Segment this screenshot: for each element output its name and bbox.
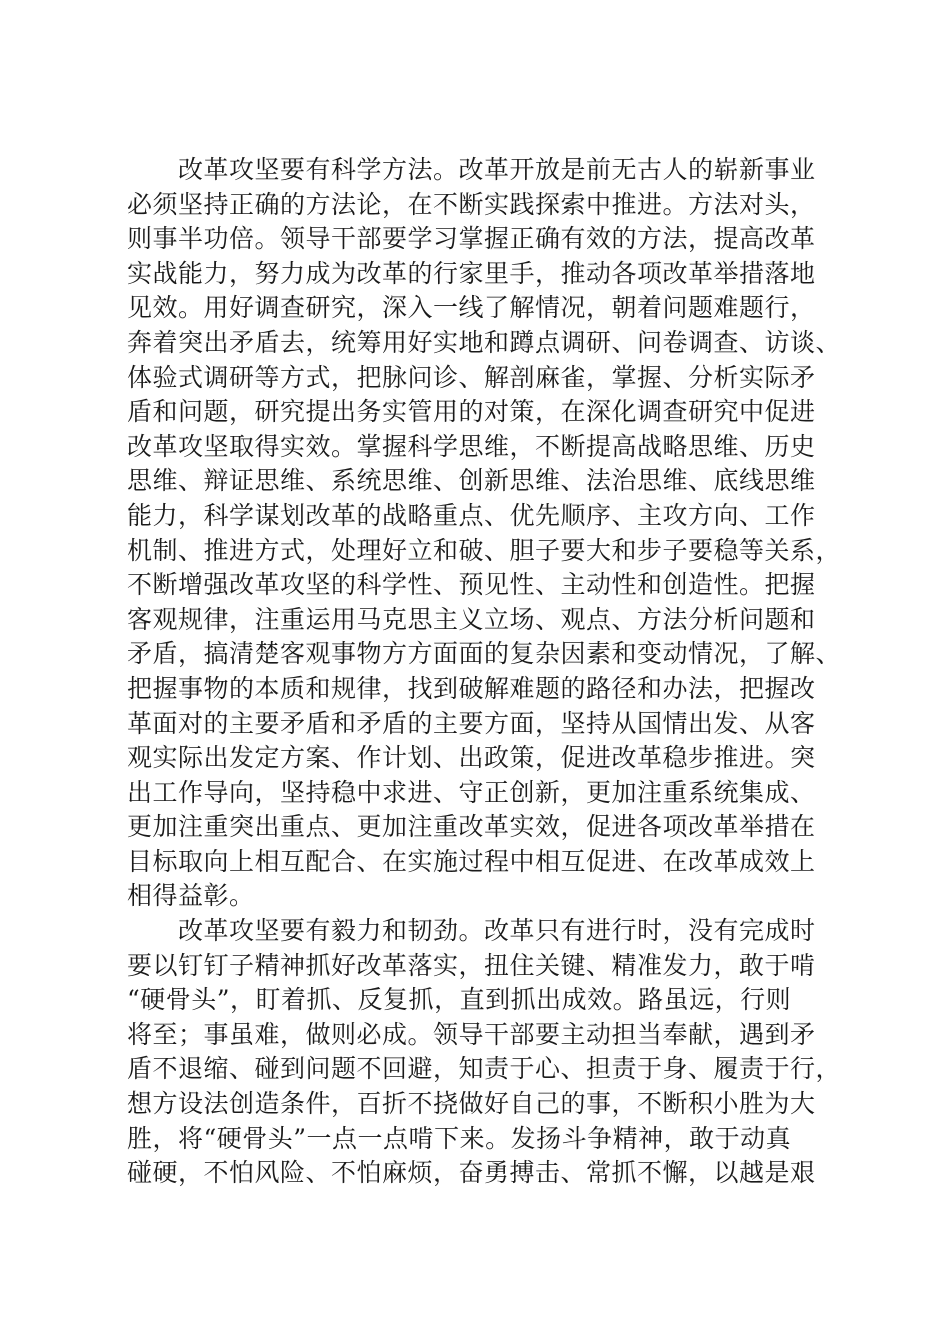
text-line: 观实际出发定方案、作计划、出政策，促进改革稳步推进。突 — [127, 743, 816, 773]
text-line: 相得益彰。 — [127, 881, 255, 911]
text-line: 不断增强改革攻坚的科学性、预见性、主动性和创造性。把握 — [127, 570, 816, 600]
text-line: 矛盾，搞清楚客观事物方方面面的复杂因素和变动情况，了解、 — [127, 639, 842, 669]
text-line: 盾不退缩、碰到问题不回避，知责于心、担责于身、履责于行， — [127, 1054, 842, 1084]
text-line: 机制、推进方式，处理好立和破、胆子要大和步子要稳等关系， — [127, 535, 842, 565]
paragraph-1 — [127, 153, 842, 914]
text-line: 则事半功倍。领导干部要学习掌握正确有效的方法，提高改革 — [127, 224, 816, 254]
text-line: 体验式调研等方式，把脉问诊、解剖麻雀，掌握、分析实际矛 — [127, 362, 816, 392]
text-line: 改革攻坚要有科学方法。改革开放是前无古人的崭新事业 — [127, 155, 816, 184]
text-line: 思维、辩证思维、系统思维、创新思维、法治思维、底线思维 — [127, 466, 816, 496]
text-line: 要以钉钉子精神抓好改革落实，扭住关键、精准发力，敢于啃 — [127, 950, 816, 980]
text-line: 能力，科学谋划改革的战略重点、优先顺序、主攻方向、工作 — [127, 500, 816, 530]
text-line: 出工作导向，坚持稳中求进、守正创新，更加注重系统集成、 — [127, 777, 816, 807]
text-line: 盾和问题，研究提出务实管用的对策，在深化调查研究中促进 — [127, 397, 816, 427]
text-line: 改革攻坚要有毅力和韧劲。改革只有进行时，没有完成时 — [127, 916, 816, 946]
text-line: 革面对的主要矛盾和矛盾的主要方面，坚持从国情出发、从客 — [127, 708, 816, 738]
text-line: “硬骨头”，盯着抓、反复抓，直到抓出成效。路虽远，行则 — [127, 985, 792, 1015]
text-line: 客观规律，注重运用马克思主义立场、观点、方法分析问题和 — [127, 604, 816, 634]
text-line: 目标取向上相互配合、在实施过程中相互促进、在改革成效上 — [127, 846, 816, 876]
body-text — [127, 153, 842, 1191]
text-line: 胜，将“硬骨头”一点一点啃下来。发扬斗争精神，敢于动真 — [127, 1123, 792, 1153]
text-line: 更加注重突出重点、更加注重改革实效，促进各项改革举措在 — [127, 812, 816, 842]
text-line: 改革攻坚取得实效。掌握科学思维，不断提高战略思维、历史 — [127, 431, 816, 461]
text-line: 奔着突出矛盾去，统筹用好实地和蹲点调研、问卷调查、访谈、 — [127, 327, 842, 357]
text-line: 碰硬，不怕风险、不怕麻烦，奋勇搏击、常抓不懈，以越是艰 — [127, 1158, 816, 1188]
text-line: 将至；事虽难，做则必成。领导干部要主动担当奉献，遇到矛 — [127, 1019, 816, 1049]
text-line: 把握事物的本质和规律，找到破解难题的路径和办法，把握改 — [127, 673, 816, 703]
text-line: 见效。用好调查研究，深入一线了解情况，朝着问题难题行， — [127, 293, 816, 323]
paragraph-2 — [127, 914, 842, 1191]
text-line: 实战能力，努力成为改革的行家里手，推动各项改革举措落地 — [127, 258, 816, 288]
text-line: 想方设法创造条件，百折不挠做好自己的事，不断积小胜为大 — [127, 1089, 816, 1119]
text-line: 必须坚持正确的方法论，在不断实践探索中推进。方法对头， — [127, 189, 816, 219]
